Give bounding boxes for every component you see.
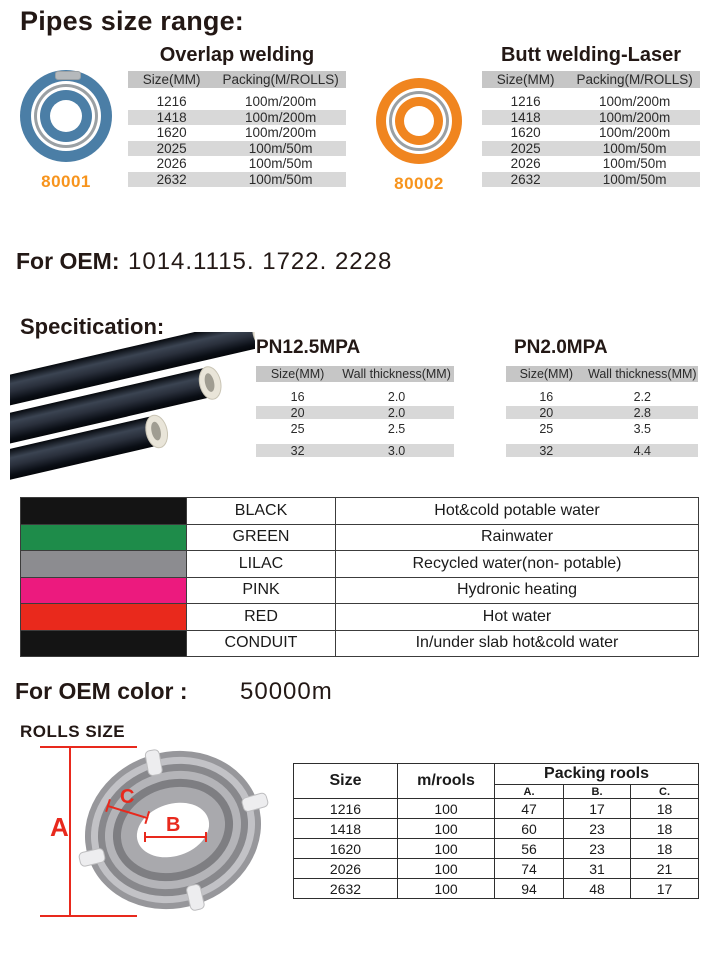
table-row	[21, 524, 699, 551]
table-row	[128, 94, 346, 110]
size-cell: 1216	[294, 799, 398, 819]
table-row	[506, 390, 698, 403]
size-cell: 1216	[510, 94, 541, 110]
page-title: Pipes size range:	[20, 6, 244, 36]
col-header-size: Size(MM)	[519, 367, 574, 381]
size-cell: 2026	[294, 859, 398, 879]
pn12-5-title: PN12.5MPA	[256, 337, 361, 358]
table-row	[482, 125, 700, 141]
size-cell: 1620	[294, 839, 398, 859]
oem-label: For OEM:	[16, 248, 120, 274]
color-usage-table	[20, 497, 699, 657]
wall-cell: 2.5	[387, 421, 406, 436]
size-cell: 25	[290, 421, 305, 436]
dim-label-c: C	[120, 786, 135, 808]
packing-cell: 100m/200m	[598, 109, 671, 125]
color-use: Recycled water(non- potable)	[336, 551, 699, 578]
pn2-0-header	[506, 366, 698, 382]
col-header-size: Size(MM)	[270, 367, 325, 381]
col-header-size: Size	[294, 764, 398, 799]
table-row	[256, 406, 454, 419]
color-swatch-pink	[21, 577, 187, 604]
table-row	[256, 390, 454, 403]
table-row	[294, 879, 699, 899]
size-cell: 32	[539, 443, 554, 458]
packing-c-cell: 18	[631, 799, 699, 819]
m-rools-cell: 100	[398, 859, 495, 879]
size-cell: 16	[290, 389, 305, 404]
size-cell: 1620	[156, 125, 187, 141]
packing-cell: 100m/50m	[602, 171, 667, 187]
size-cell: 32	[290, 443, 305, 458]
butt-welding-table	[482, 44, 700, 189]
butt-welding-title: Butt welding-Laser	[500, 44, 681, 66]
color-use: Hydronic heating	[336, 577, 699, 604]
packing-cell: 100m/50m	[248, 140, 313, 156]
color-swatch-conduit	[21, 630, 187, 657]
table-header-row	[294, 764, 699, 785]
table-row	[256, 422, 454, 435]
product-code-80001: 80001	[41, 172, 91, 191]
table-row	[482, 141, 700, 157]
packing-b-cell: 48	[564, 879, 631, 899]
packing-b-cell: 17	[564, 799, 631, 819]
dim-line-a	[69, 747, 71, 916]
packing-c-cell: 18	[631, 839, 699, 859]
size-cell: 2026	[510, 156, 541, 172]
color-use: Hot&cold potable water	[336, 498, 699, 525]
overlap-weld-tab	[55, 71, 81, 80]
packing-c-cell: 21	[631, 859, 699, 879]
table-row	[128, 156, 346, 172]
packing-c-cell: 17	[631, 879, 699, 899]
overlap-pipe-ring-image	[20, 70, 112, 162]
butt-pipe-ring-image	[376, 78, 462, 164]
table-row	[21, 551, 699, 578]
overlap-welding-header	[128, 71, 346, 88]
m-rools-cell: 100	[398, 839, 495, 859]
oem-value: 1014.1115. 1722. 2228	[128, 248, 393, 275]
dim-tick-b-left	[144, 832, 146, 842]
wall-cell: 3.0	[387, 443, 406, 458]
wall-cell: 2.0	[387, 405, 406, 420]
size-cell: 2026	[156, 156, 187, 172]
pn12-5-table	[256, 337, 454, 462]
dim-tick-a-top	[40, 746, 137, 748]
table-row	[482, 110, 700, 126]
specification-title: Specitication:	[20, 314, 165, 339]
table-row	[506, 406, 698, 419]
pn2-0-title: PN2.0MPA	[514, 337, 608, 358]
packing-a-cell: 56	[495, 839, 564, 859]
size-cell: 20	[539, 405, 554, 420]
col-header-packing: Packing(M/ROLLS)	[222, 72, 339, 87]
table-row	[21, 604, 699, 631]
table-row	[294, 859, 699, 879]
table-row	[294, 819, 699, 839]
col-header-c: C.	[631, 785, 699, 799]
col-header-size: Size(MM)	[142, 72, 201, 87]
col-header-m-rools: m/rools	[398, 764, 495, 799]
ring-center	[404, 106, 434, 136]
packing-cell: 100m/200m	[598, 125, 671, 141]
rolls-size-title: ROLLS SIZE	[20, 722, 126, 741]
packing-a-cell: 47	[495, 799, 564, 819]
table-row	[128, 110, 346, 126]
color-name: GREEN	[187, 524, 336, 551]
packing-cell: 100m/50m	[248, 156, 313, 172]
size-cell: 1216	[156, 94, 187, 110]
dim-tick-a-bottom	[40, 915, 137, 917]
color-swatch-black	[21, 498, 187, 525]
color-swatch-lilac	[21, 551, 187, 578]
color-name: LILAC	[187, 551, 336, 578]
pipe-end-cap	[249, 332, 255, 352]
dim-label-a: A	[50, 812, 69, 842]
col-header-b: B.	[564, 785, 631, 799]
table-row	[256, 444, 454, 457]
table-row	[21, 630, 699, 657]
packing-a-cell: 74	[495, 859, 564, 879]
pn2-0-table	[506, 337, 698, 462]
oem-color-value: 50000m	[240, 678, 333, 705]
overlap-welding-title: Overlap welding	[159, 44, 315, 66]
m-rools-cell: 100	[398, 879, 495, 899]
rolls-size-table	[293, 763, 699, 899]
packing-a-cell: 60	[495, 819, 564, 839]
table-row	[482, 172, 700, 188]
size-cell: 1418	[510, 109, 541, 125]
col-header-packing-rools: Packing rools	[495, 764, 699, 785]
table-row	[482, 94, 700, 110]
table-row	[21, 577, 699, 604]
size-cell: 1620	[510, 125, 541, 141]
m-rools-cell: 100	[398, 819, 495, 839]
oem-color-label: For OEM color :	[15, 678, 188, 704]
packing-cell: 100m/200m	[598, 94, 671, 110]
wall-cell: 2.2	[633, 389, 651, 404]
pipe-bore	[150, 421, 163, 442]
overlap-welding-table	[128, 44, 346, 189]
table-row	[294, 799, 699, 819]
size-cell: 20	[290, 405, 305, 420]
size-cell: 2632	[156, 171, 187, 187]
packing-cell: 100m/200m	[244, 94, 317, 110]
pipe-end-cap	[142, 412, 171, 450]
pn12-5-header	[256, 366, 454, 382]
packing-a-cell: 94	[495, 879, 564, 899]
ring-center	[50, 100, 82, 132]
wall-cell: 2.0	[387, 389, 406, 404]
col-header-size: Size(MM)	[496, 72, 555, 87]
packing-b-cell: 23	[564, 819, 631, 839]
color-swatch-red	[21, 604, 187, 631]
color-name: BLACK	[187, 498, 336, 525]
table-row	[128, 141, 346, 157]
packing-b-cell: 31	[564, 859, 631, 879]
size-cell: 2632	[510, 171, 541, 187]
packing-c-cell: 18	[631, 819, 699, 839]
table-row	[506, 422, 698, 435]
size-cell: 2025	[156, 140, 187, 156]
wall-cell: 2.8	[633, 405, 651, 420]
size-cell: 16	[539, 389, 554, 404]
color-name: RED	[187, 604, 336, 631]
color-use: Hot water	[336, 604, 699, 631]
table-row	[128, 172, 346, 188]
pipes-photo	[10, 332, 255, 480]
col-header-wall: Wall thickness(MM)	[588, 367, 697, 381]
dim-label-b: B	[166, 814, 181, 836]
size-cell: 2632	[294, 879, 398, 899]
pipe-bore	[203, 372, 216, 393]
table-row	[506, 444, 698, 457]
packing-cell: 100m/50m	[602, 140, 667, 156]
packing-cell: 100m/200m	[244, 109, 317, 125]
color-name: PINK	[187, 577, 336, 604]
col-header-packing: Packing(M/ROLLS)	[576, 72, 693, 87]
product-code-80002: 80002	[394, 174, 444, 193]
packing-cell: 100m/200m	[244, 125, 317, 141]
packing-b-cell: 23	[564, 839, 631, 859]
color-name: CONDUIT	[187, 630, 336, 657]
col-header-a: A.	[495, 785, 564, 799]
size-cell: 1418	[156, 109, 187, 125]
table-row	[128, 125, 346, 141]
packing-cell: 100m/50m	[602, 156, 667, 172]
size-cell: 25	[539, 421, 554, 436]
color-use: Rainwater	[336, 524, 699, 551]
butt-welding-header	[482, 71, 700, 88]
pipe-end-cap	[196, 364, 225, 402]
color-use: In/under slab hot&cold water	[336, 630, 699, 657]
m-rools-cell: 100	[398, 799, 495, 819]
table-row	[294, 839, 699, 859]
wall-cell: 3.5	[633, 421, 651, 436]
table-row	[21, 498, 699, 525]
size-cell: 1418	[294, 819, 398, 839]
size-cell: 2025	[510, 140, 541, 156]
wall-cell: 4.4	[633, 443, 651, 458]
table-row	[482, 156, 700, 172]
packing-cell: 100m/50m	[248, 171, 313, 187]
dim-tick-b-right	[205, 832, 207, 842]
col-header-wall: Wall thickness(MM)	[342, 367, 451, 381]
color-swatch-green	[21, 524, 187, 551]
